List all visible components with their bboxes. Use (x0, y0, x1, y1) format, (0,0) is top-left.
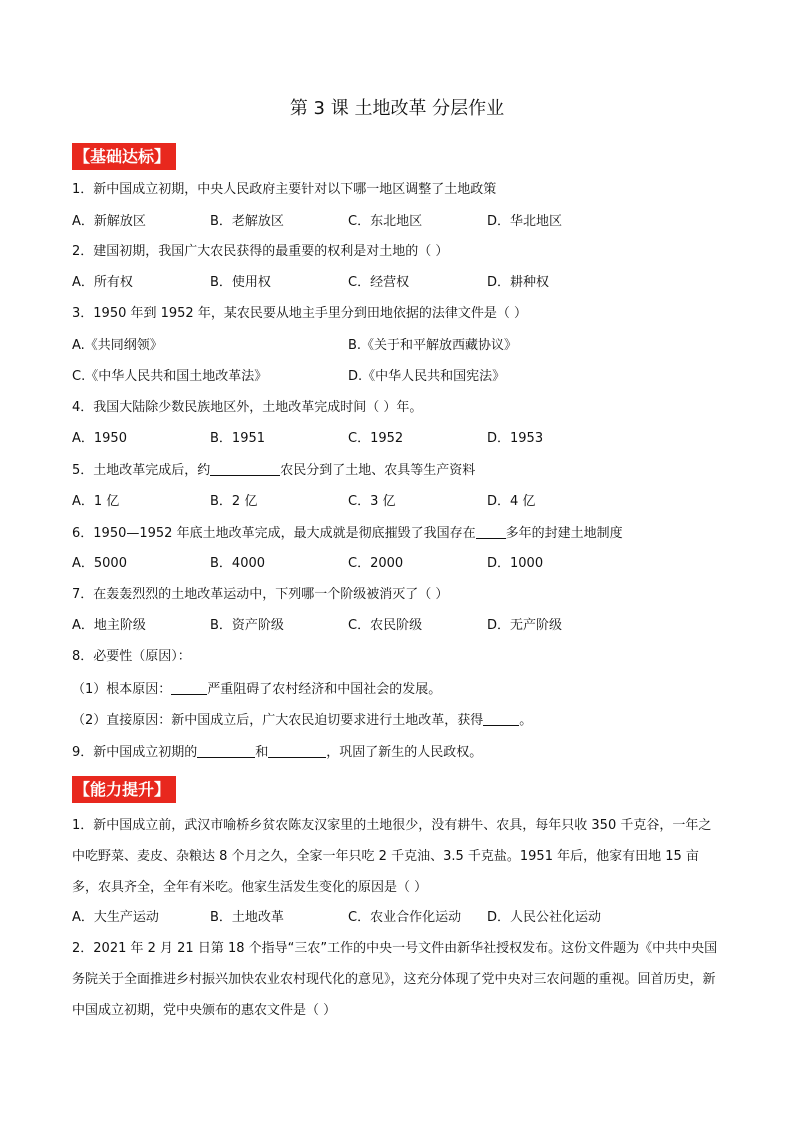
question-3-option-d: D.《中华人民共和国宪法》 (348, 369, 506, 384)
fill-in-blank[interactable] (476, 524, 506, 539)
question-2-option-d: D．耕种权 (487, 275, 550, 290)
question-4-option-c: C．1952 (348, 431, 404, 446)
question-8-line-2-part-2: 。 (519, 713, 533, 728)
advanced-question-1-option-a: A．大生产运动 (72, 910, 159, 925)
advanced-question-1-option-d: D．人民公社化运动 (487, 910, 602, 925)
question-3-option-a: A.《共同纲领》 (72, 338, 163, 353)
question-1-option-a: A．新解放区 (72, 214, 146, 229)
question-4-option-a: A．1950 (72, 431, 127, 446)
question-5-option-a: A．1 亿 (72, 494, 120, 509)
question-6-option-c: C．2000 (348, 556, 404, 571)
question-8-line-2 (72, 711, 532, 730)
advanced-question-1-stem: 1．新中国成立前，武汉市喻桥乡贫农陈友汉家里的土地很少，没有耕牛、农具，每年只收 350 千克谷，一年之中吃野菜、麦皮、杂粮达 8 个月之久，全家一年只吃 2 千克油、3.5 千克盐。1951 年后，他家有田地 15 亩多，农具齐全，全年有米吃。他家生活发生变化的原因是（ ） (72, 818, 712, 895)
question-7-stem: 7．在轰轰烈烈的土地改革运动中，下列哪一个阶级被消灭了（ ） (72, 587, 449, 602)
question-1-option-b: B．老解放区 (210, 214, 284, 229)
advanced-question-1-option-b: B．土地改革 (210, 910, 284, 925)
advanced-question-1-option-c: C．农业合作化运动 (348, 910, 462, 925)
question-8-stem: 8．必要性（原因）： (72, 649, 191, 664)
section-badge-advanced: 【能力提升】 (72, 776, 176, 803)
page-title: 第 3 课 土地改革 分层作业 (289, 98, 505, 119)
question-3-option-b: B.《关于和平解放西藏协议》 (348, 338, 518, 353)
section-badge-basic: 【基础达标】 (72, 143, 176, 170)
question-6-stem-part-2: 多年的封建土地制度 (505, 526, 623, 541)
question-8-line-1-part-1: （1）根本原因： (72, 682, 172, 697)
question-7-option-b: B．资产阶级 (210, 618, 284, 633)
advanced-question-2-stem: 2．2021 年 2 月 21 日第 18 个指导“三农”工作的中央一号文件由新华社授权发布。这份文件题为《中共中央国务院关于全面推进乡村振兴加快农业农村现代化的意见》，这充分体现了党中央对三农问题的重视。回首历史，新中国成立初期，党中央颁布的惠农文件是（ ） (72, 941, 718, 1018)
question-2-option-c: C．经营权 (348, 275, 410, 290)
question-1-option-d: D．华北地区 (487, 214, 563, 229)
fill-in-blank[interactable] (483, 711, 519, 726)
fill-in-blank[interactable] (268, 743, 326, 758)
question-8-line-2-part-1: （2）直接原因：新中国成立后，广大农民迫切要求进行土地改革，获得 (72, 713, 484, 728)
question-5-option-b: B．2 亿 (210, 494, 258, 509)
fill-in-blank[interactable] (197, 743, 255, 758)
question-5-stem-part-1: 5．土地改革完成后，约 (72, 463, 211, 478)
question-3-stem: 3．1950 年到 1952 年，某农民要从地主手里分到田地依据的法律文件是（ ） (72, 306, 527, 321)
question-1-option-c: C．东北地区 (348, 214, 423, 229)
question-2-option-a: A．所有权 (72, 275, 133, 290)
question-5-option-c: C．3 亿 (348, 494, 396, 509)
question-4-stem: 4．我国大陆除少数民族地区外，土地改革完成时间（ ）年。 (72, 400, 423, 415)
question-1-stem: 1．新中国成立初期，中央人民政府主要针对以下哪一地区调整了土地政策 (72, 182, 497, 197)
question-6-stem (72, 524, 623, 543)
question-9-stem (72, 743, 482, 762)
question-8-line-1 (72, 680, 441, 699)
question-5-option-d: D．4 亿 (487, 494, 536, 509)
question-9-part-2: 和 (255, 745, 269, 760)
question-2-option-b: B．使用权 (210, 275, 271, 290)
question-6-stem-part-1: 6．1950—1952 年底土地改革完成，最大成就是彻底摧毁了我国存在 (72, 526, 476, 541)
question-4-option-d: D．1953 (487, 431, 544, 446)
question-7-option-c: C．农民阶级 (348, 618, 423, 633)
question-6-option-b: B．4000 (210, 556, 266, 571)
question-2-stem: 2．建国初期，我国广大农民获得的最重要的权利是对土地的（ ） (72, 244, 449, 259)
question-5-stem-part-2: 农民分到了土地、农具等生产资料 (280, 463, 476, 478)
question-9-part-3: ，巩固了新生的人民政权。 (326, 745, 483, 760)
question-8-line-1-part-2: 严重阻碍了农村经济和中国社会的发展。 (207, 682, 442, 697)
question-3-option-c: C.《中华人民共和国土地改革法》 (72, 369, 268, 384)
question-7-option-d: D．无产阶级 (487, 618, 563, 633)
question-4-option-b: B．1951 (210, 431, 266, 446)
question-9-part-1: 9．新中国成立初期的 (72, 745, 198, 760)
question-6-option-d: D．1000 (487, 556, 544, 571)
question-7-option-a: A．地主阶级 (72, 618, 146, 633)
fill-in-blank[interactable] (171, 680, 207, 695)
question-5-stem (72, 461, 475, 480)
question-6-option-a: A．5000 (72, 556, 127, 571)
fill-in-blank[interactable] (210, 461, 280, 476)
